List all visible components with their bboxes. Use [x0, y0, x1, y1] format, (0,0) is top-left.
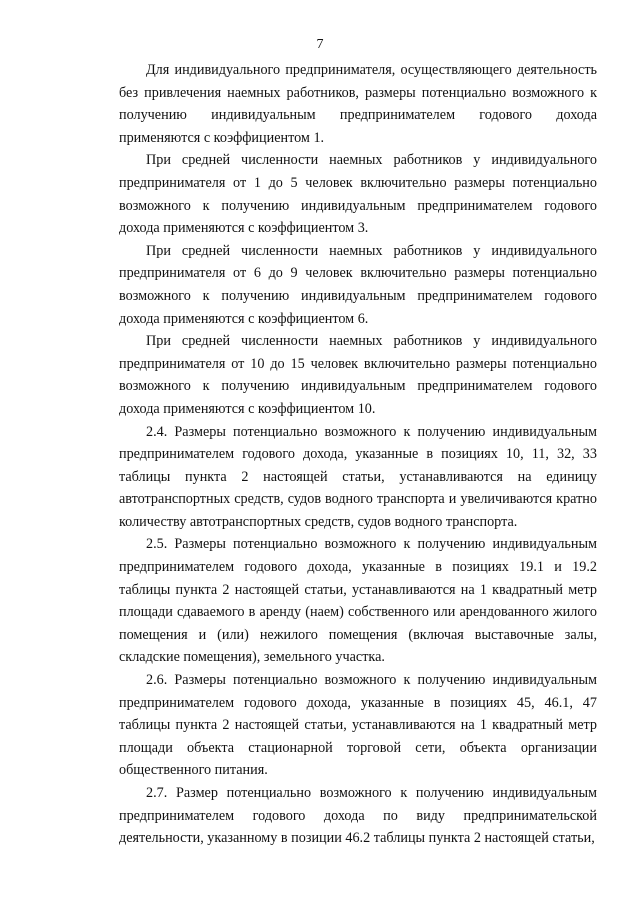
- document-body: [119, 59, 597, 850]
- paragraph-2-5: 2.5. Размеры потенциально возможного к получению индивидуальным предпринимателем годового дохода, указанные в позициях 19.1 и 19.2 таблицы пункта 2 настоящей статьи, устанавливаются на 1 квадратный метр площади сдаваемого в аренду (наем) собственного или арендованного жилого помещения и (или) нежилого помещения (включая выставочные залы, складские помещения), земельного участка.: [119, 536, 597, 666]
- paragraph-coefficient-1: Для индивидуального предпринимателя, осуществляющего деятельность без привлечения наемных работников, размеры потенциально возможного к получению индивидуальным предпринимателем годового дохода применяются с коэффициентом 1.: [119, 62, 597, 146]
- paragraph-coefficient-3: При средней численности наемных работников у индивидуального предпринимателя от 1 до 5 человек включительно размеры потенциально возможного к получению индивидуальным предпринимателем годового дохода применяются с коэффициентом 3.: [119, 152, 597, 237]
- paragraph-2-6: 2.6. Размеры потенциально возможного к получению индивидуальным предпринимателем годового дохода, указанные в позициях 45, 46.1, 47 таблицы пункта 2 настоящей статьи, устанавливаются на 1 квадратный метр площади объекта стационарной торговой сети, объекта организации общественного питания.: [119, 672, 597, 779]
- paragraph-2-4: 2.4. Размеры потенциально возможного к получению индивидуальным предпринимателем годового дохода, указанные в позициях 10, 11, 32, 33 таблицы пункта 2 настоящей статьи, устанавливаются на единицу автотранспортных средств, судов водного транспорта и увеличиваются кратно количеству автотранспортных средств, судов водного транспорта.: [119, 423, 597, 530]
- paragraph-coefficient-6: При средней численности наемных работников у индивидуального предпринимателя от 6 до 9 человек включительно размеры потенциально возможного к получению индивидуальным предпринимателем годового дохода применяются с коэффициентом 6.: [119, 242, 597, 327]
- page-number: 7: [316, 37, 324, 52]
- paragraph-coefficient-10: При средней численности наемных работников у индивидуального предпринимателя от 10 до 15 человек включительно размеры потенциально возможного к получению индивидуальным предпринимателем годового дохода применяются с коэффициентом 10.: [119, 333, 597, 417]
- paragraph-2-7: 2.7. Размер потенциально возможного к получению индивидуальным предпринимателем годового дохода по виду предпринимательской деятельности, указанному в позиции 46.2 таблицы пункта 2 настоящей статьи,: [119, 785, 597, 847]
